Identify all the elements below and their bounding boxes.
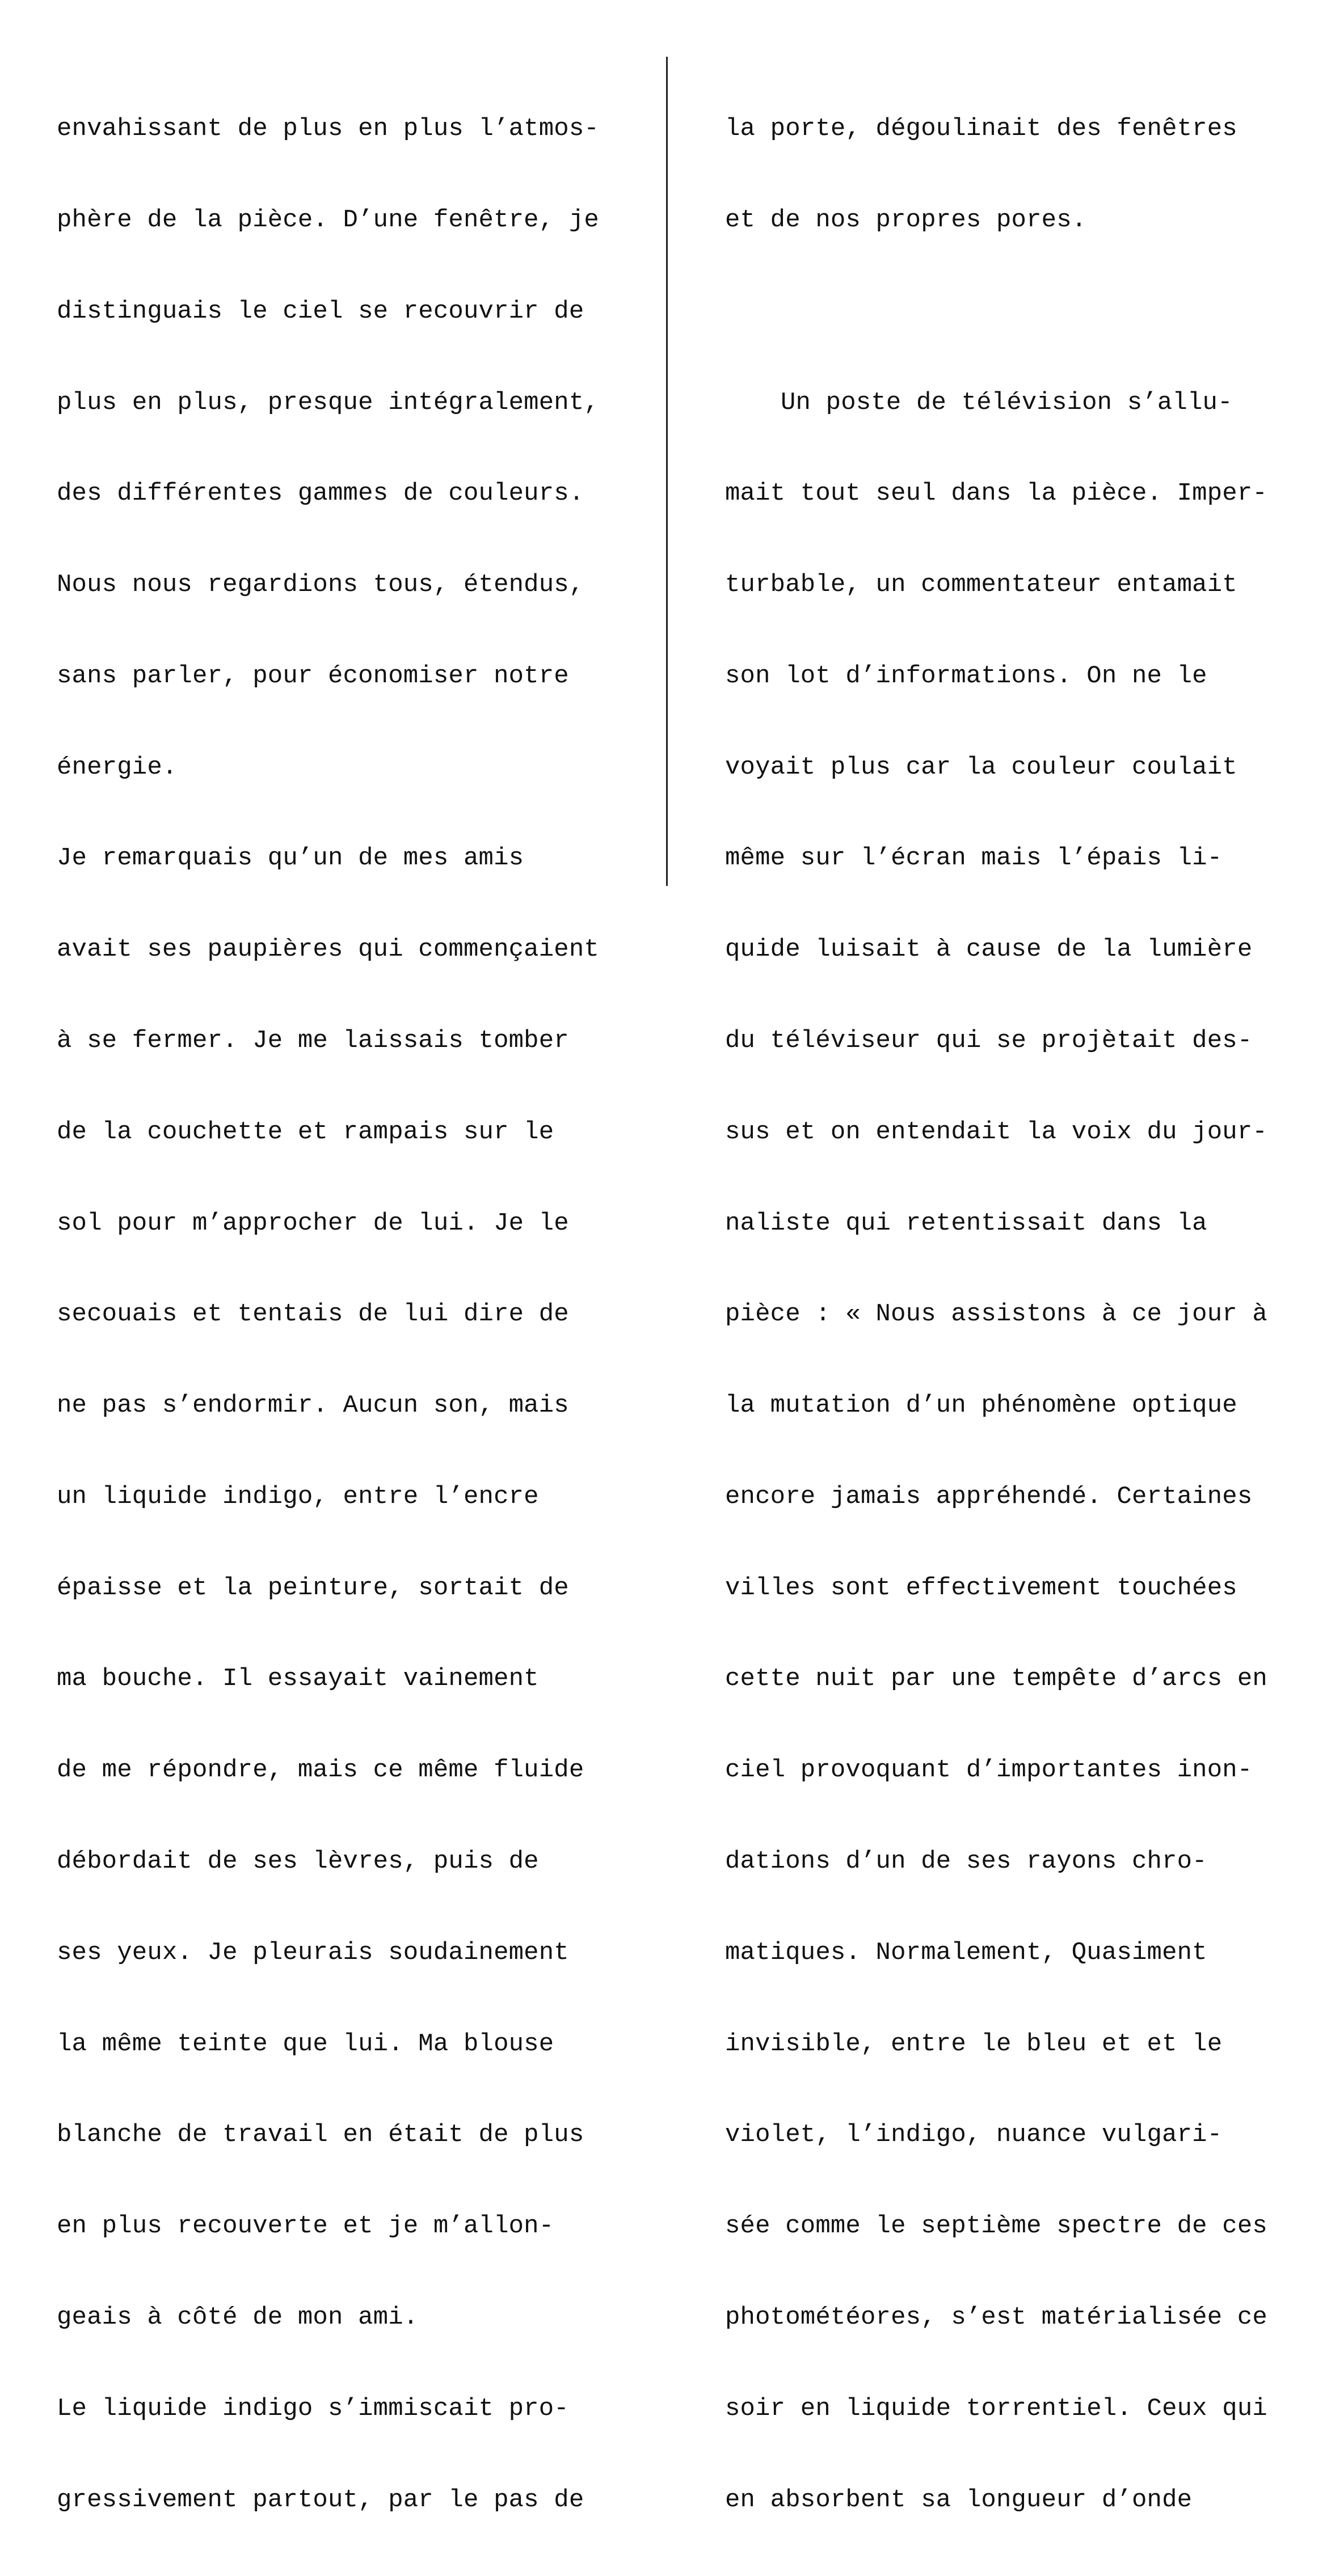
- text-line: ses yeux. Je pleurais soudainement: [57, 1938, 569, 1967]
- text-line: la mutation d’un phénomène optique: [725, 1391, 1237, 1420]
- text-line: Je remarquais qu’un de mes amis: [57, 844, 524, 873]
- text-line: des différentes gammes de couleurs.: [57, 479, 584, 508]
- text-line: la même teinte que lui. Ma blouse: [57, 2029, 554, 2058]
- text-line: photométéores, s’est matérialisée ce: [725, 2303, 1267, 2332]
- text-line: voyait plus car la couleur coulait: [725, 753, 1237, 782]
- text-line: de me répondre, mais ce même fluide: [57, 1756, 584, 1785]
- text-line: même sur l’écran mais l’épais li-: [725, 844, 1223, 873]
- text-line: gressivement partout, par le pas de: [57, 2485, 584, 2514]
- text-line: invisible, entre le bleu et et le: [725, 2029, 1223, 2058]
- text-line: secouais et tentais de lui dire de: [57, 1300, 569, 1329]
- text-line: ne pas s’endormir. Aucun son, mais: [57, 1391, 569, 1420]
- text-line: sans parler, pour économiser notre: [57, 661, 569, 690]
- text-line: du téléviseur qui se projètait des-: [725, 1027, 1253, 1055]
- text-line: geais à côté de mon ami.: [57, 2303, 419, 2332]
- text-line: naliste qui retentissait dans la: [725, 1209, 1207, 1238]
- text-line: et de nos propres pores.: [725, 205, 1087, 234]
- text-line: énergie.: [57, 753, 178, 782]
- text-line: en plus recouverte et je m’allon-: [57, 2212, 554, 2241]
- text-line: envahissant de plus en plus l’atmos-: [57, 115, 599, 143]
- text-line: en absorbent sa longueur d’onde: [725, 2485, 1193, 2514]
- text-line: avait ses paupières qui commençaient: [57, 935, 599, 964]
- text-line: distinguais le ciel se recouvrir de: [57, 297, 584, 326]
- text-line: Nous nous regardions tous, étendus,: [57, 571, 584, 599]
- text-line: de la couchette et rampais sur le: [57, 1117, 554, 1146]
- text-line: Un poste de télévision s’allu-: [781, 388, 1233, 417]
- text-line: dations d’un de ses rayons chro-: [725, 1847, 1207, 1876]
- text-line: cette nuit par une tempête d’arcs en: [725, 1665, 1267, 1694]
- text-line: encore jamais appréhendé. Certaines: [725, 1482, 1253, 1511]
- text-line: quide luisait à cause de la lumière: [725, 935, 1253, 964]
- text-line: son lot d’informations. On ne le: [725, 661, 1207, 690]
- text-line: Le liquide indigo s’immiscait pro-: [57, 2394, 569, 2423]
- left-page-text: [57, 53, 599, 2576]
- page-gutter-divider: [666, 57, 668, 886]
- right-page-text: [725, 53, 1267, 2576]
- text-line: la porte, dégoulinait des fenêtres: [725, 115, 1237, 143]
- text-line: pièce : « Nous assistons à ce jour à: [725, 1300, 1267, 1329]
- text-line: sus et on entendait la voix du jour-: [725, 1117, 1267, 1146]
- text-line: phère de la pièce. D’une fenêtre, je: [57, 205, 599, 234]
- text-line: matiques. Normalement, Quasiment: [725, 1938, 1207, 1967]
- paragraph-gap: [725, 297, 1267, 327]
- text-line: soir en liquide torrentiel. Ceux qui: [725, 2394, 1267, 2423]
- text-line: violet, l’indigo, nuance vulgari-: [725, 2121, 1223, 2150]
- text-line: plus en plus, presque intégralement,: [57, 388, 599, 417]
- text-line: épaisse et la peinture, sortait de: [57, 1573, 569, 1602]
- text-line: ma bouche. Il essayait vainement: [57, 1665, 539, 1694]
- text-line: sol pour m’approcher de lui. Je le: [57, 1209, 569, 1238]
- text-line: débordait de ses lèvres, puis de: [57, 1847, 539, 1876]
- text-line: mait tout seul dans la pièce. Imper-: [725, 479, 1267, 508]
- text-line: turbable, un commentateur entamait: [725, 571, 1237, 599]
- text-line: sée comme le septième spectre de ces: [725, 2212, 1267, 2241]
- text-line: un liquide indigo, entre l’encre: [57, 1482, 539, 1511]
- text-line: blanche de travail en était de plus: [57, 2121, 584, 2150]
- text-line: ciel provoquant d’importantes inon-: [725, 1756, 1253, 1785]
- text-line: villes sont effectivement touchées: [725, 1573, 1237, 1602]
- text-line: à se fermer. Je me laissais tomber: [57, 1027, 569, 1055]
